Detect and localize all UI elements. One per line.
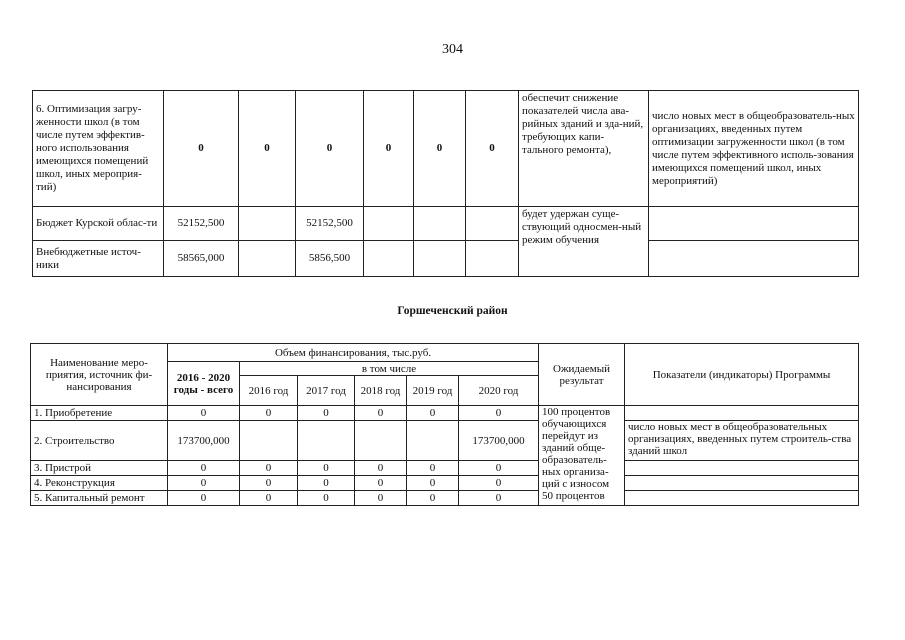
cell-total: 58565,000: [164, 241, 239, 277]
header-row: [31, 344, 859, 362]
cell-2018: 0: [364, 91, 414, 207]
cell-2020: 0: [459, 476, 539, 491]
bottom-funding-table: [30, 343, 859, 506]
cell-2019: 0: [414, 91, 466, 207]
indicator-empty: [625, 406, 859, 421]
cell-2019: 0: [407, 461, 459, 476]
cell-2020: [466, 241, 519, 277]
cell-2020: 173700,000: [459, 421, 539, 461]
header-2019: 2019 год: [407, 376, 459, 406]
cell-2016: 0: [240, 461, 298, 476]
cell-2016: 0: [240, 406, 298, 421]
cell-2016: 0: [240, 476, 298, 491]
cell-2016: 0: [240, 491, 298, 506]
cell-2019: [407, 421, 459, 461]
cell-2019: [414, 207, 466, 241]
cell-2016: [239, 207, 296, 241]
cell-total: 52152,500: [164, 207, 239, 241]
header-result: Ожидаемый результат: [539, 344, 625, 406]
cell-2017: 52152,500: [296, 207, 364, 241]
cell-2017: 0: [296, 91, 364, 207]
cell-2020: 0: [459, 461, 539, 476]
top-funding-table: [32, 90, 859, 277]
cell-2020: 0: [466, 91, 519, 207]
table-row: [31, 491, 859, 506]
table-row: [33, 207, 859, 241]
row-name: 1. Приобретение: [31, 406, 168, 421]
cell-total: 0: [168, 406, 240, 421]
indicator: число новых мест в общеобразователь-ных организациях, введенных путем оптимизации загруженности школ (в том числе путем эффективного исполь-зования имеющихся помещений школ, иных мероприятий): [649, 91, 859, 207]
section-title: Горшеченский район: [397, 305, 508, 317]
indicator: [649, 241, 859, 277]
table-row: [33, 241, 859, 277]
cell-2017: 5856,500: [296, 241, 364, 277]
row-name: 3. Пристрой: [31, 461, 168, 476]
header-total: 2016 - 2020 годы - всего: [168, 362, 240, 406]
header-name: Наименование меро-приятия, источник фи-нансирования: [31, 344, 168, 406]
header-indicators: Показатели (индикаторы) Программы: [625, 344, 859, 406]
cell-2020: 0: [459, 406, 539, 421]
row-name: 6. Оптимизация загру-женности школ (в том числе путем эффектив-ного использования имеющихся помещений школ, иных мероприя-тий): [33, 91, 164, 207]
cell-2017: 0: [298, 461, 355, 476]
cell-2017: [298, 421, 355, 461]
cell-total: 0: [168, 461, 240, 476]
cell-2016: [239, 241, 296, 277]
header-including: в том числе: [240, 362, 539, 376]
indicator-empty: [625, 461, 859, 476]
indicator: [649, 207, 859, 241]
header-2020: 2020 год: [459, 376, 539, 406]
cell-2019: 0: [407, 491, 459, 506]
cell-2017: 0: [298, 476, 355, 491]
cell-2020: [466, 207, 519, 241]
cell-2018: 0: [355, 476, 407, 491]
expected-result: обеспечит снижение показателей числа ава-рийных зданий и зда-ний, требующих капи-тального ремонта),: [519, 91, 649, 207]
cell-2016: 0: [239, 91, 296, 207]
row-name: 4. Реконструкция: [31, 476, 168, 491]
header-2017: 2017 год: [298, 376, 355, 406]
cell-total: 173700,000: [168, 421, 240, 461]
table-row: [31, 461, 859, 476]
expected-result: будет удержан суще-ствующий односмен-ный режим обучения: [519, 207, 649, 277]
table-row: [33, 91, 859, 207]
cell-total: 0: [168, 491, 240, 506]
cell-2018: 0: [355, 461, 407, 476]
indicator: число новых мест в общеобразовательных организациях, введенных путем строитель-ства зданий школ: [625, 421, 859, 461]
row-name: 2. Строительство: [31, 421, 168, 461]
table-row: [31, 421, 859, 461]
cell-2019: [414, 241, 466, 277]
header-2016: 2016 год: [240, 376, 298, 406]
header-funding: Объем финансирования, тыс.руб.: [168, 344, 539, 362]
indicator-empty: [625, 476, 859, 491]
cell-2018: [364, 241, 414, 277]
cell-2019: 0: [407, 476, 459, 491]
cell-2018: 0: [355, 491, 407, 506]
header-2018: 2018 год: [355, 376, 407, 406]
cell-2017: 0: [298, 491, 355, 506]
cell-2018: [355, 421, 407, 461]
table-row: [31, 476, 859, 491]
row-name: 5. Капитальный ремонт: [31, 491, 168, 506]
cell-2020: 0: [459, 491, 539, 506]
row-name: Внебюджетные источ-ники: [33, 241, 164, 277]
cell-total: 0: [164, 91, 239, 207]
cell-2017: 0: [298, 406, 355, 421]
cell-2019: 0: [407, 406, 459, 421]
page-number: 304: [442, 42, 463, 57]
row-name: Бюджет Курской облас-ти: [33, 207, 164, 241]
cell-2018: 0: [355, 406, 407, 421]
cell-total: 0: [168, 476, 240, 491]
cell-2016: [240, 421, 298, 461]
expected-result: 100 процентов обучающихся перейдут из зданий обще-образователь-ных организа-ций с износом 50 процентов: [539, 406, 625, 506]
table-row: [31, 406, 859, 421]
indicator-empty: [625, 491, 859, 506]
cell-2018: [364, 207, 414, 241]
